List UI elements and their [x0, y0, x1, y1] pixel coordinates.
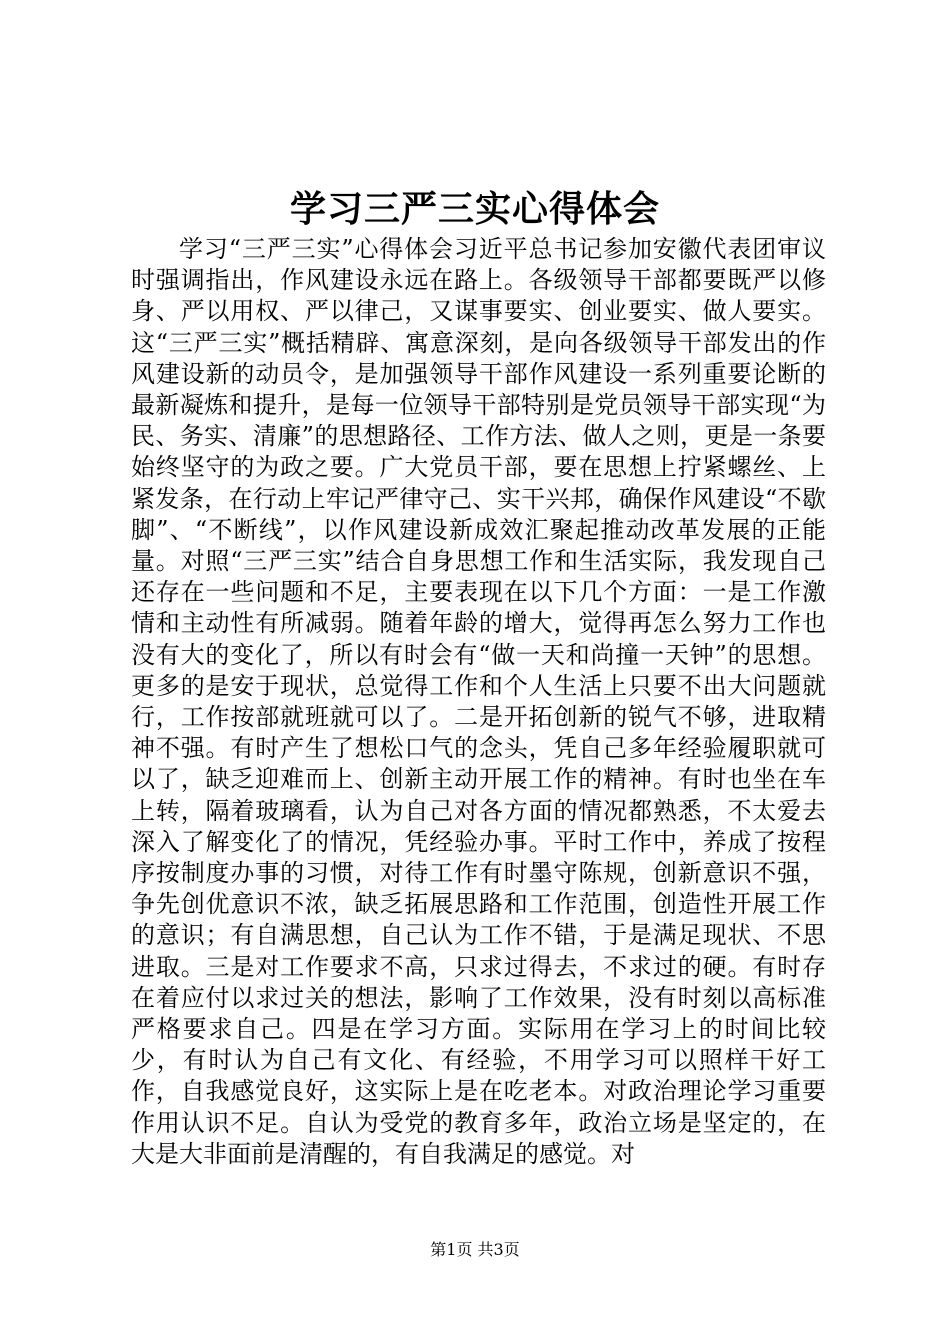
document-title: 学习三严三实心得体会 — [289, 188, 660, 230]
body-paragraph: 学习“三严三实”心得体会习近平总书记参加安徽代表团审议时强调指出，作风建设永远在路上。各级领导干部都要既严以修身、严以用权、严以律己，又谋事要实、创业要实、做人要实。这“三严三实”概括精辟、寓意深刻，是向各级领导干部发出的作风建设新的动员令，是加强领导干部作风建设一系列重要论断的最新凝炼和提升，是每一位领导干部特别是党员领导干部实现“为民、务实、清廉”的思想路径、工作方法、做人之则，更是一条要始终坚守的为政之要。广大党员干部，要在思想上拧紧螺丝、上紧发条，在行动上牢记严律守己、实干兴邦，确保作风建设“不歇脚”、“不断线”，以作风建设新成效汇聚起推动改革发展的正能量。对照“三严三实”结合自身思想工作和生活实际，我发现自己还存在一些问题和不足，主要表现在以下几个方面：一是工作激情和主动性有所减弱。随着年龄的增大，觉得再怎么努力工作也没有大的变化了，所以有时会有“做一天和尚撞一天钟”的思想。更多的是安于现状，总觉得工作和个人生活上只要不出大问题就行，工作按部就班就可以了。二是开拓创新的锐气不够，进取精神不强。有时产生了想松口气的念头，凭自己多年经验履职就可以了，缺乏迎难而上、创新主动开展工作的精神。有时也坐在车上转，隔着玻璃看，认为自己对各方面的情况都熟悉，不太爱去深入了解变化了的情况，凭经验办事。平时工作中，养成了按程序按制度办事的习惯，对待工作有时墨守陈规，创新意识不强，争先创优意识不浓，缺乏拓展思路和工作范围，创造性开展工作的意识；有自满思想，自己认为工作不错，于是满足现状、不思进取。三是对工作要求不高，只求过得去，不求过的硬。有时存在着应付以求过关的想法，影响了工作效果，没有时刻以高标准严格要求自己。四是在学习方面。实际用在学习上的时间比较少，有时认为自己有文化、有经验，不用学习可以照样干好工作，自我感觉良好，这实际上是在吃老本。对政治理论学习重要作用认识不足。自认为受党的教育多年，政治立场是坚定的，在大是大非面前是清醒的，有自我满足的感觉。对 — [131, 235, 826, 1168]
page-footer: 第1页 共3页 — [430, 1240, 520, 1259]
